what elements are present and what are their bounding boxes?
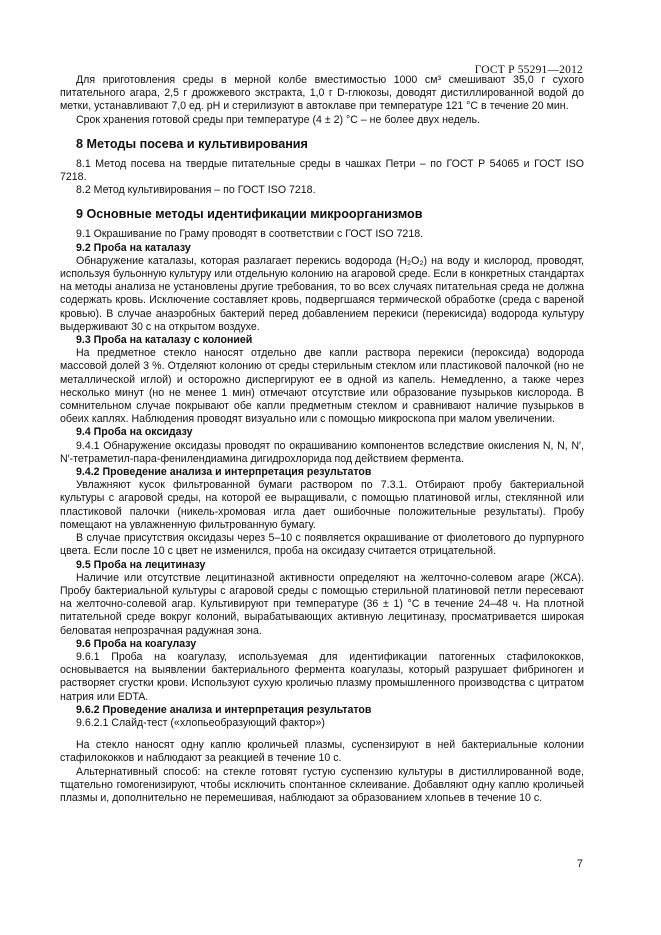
paragraph-9-5: Наличие или отсутствие лецитиназной активности определяют на желточно-солевом агаре (ЖСА). Пробу бактериальной культуры с агаровой среды с помощью стерильной платиновой петли пересевают на желточно-солевой агар. Культивируют при температуре (36 ± 1) °С в течение 24–48 ч. На плотной питательной среде вокруг колоний, вырабатывающих активную лецитиназу, просматривается широкая беловатая непрозрачная радужная зона. [60, 571, 584, 637]
subheading-9-5: 9.5 Проба на лецитиназу [76, 558, 206, 571]
subheading-9-4: 9.4 Проба на оксидазу [76, 426, 193, 439]
page-number: 7 [576, 858, 583, 870]
paragraph-medium-prep: Для приготовления среды в мерной колбе вместимостью 1000 см³ смешивают 35,0 г сухого питательного агара, 2,5 г дрожжевого экстракта, 1,0 г D-глюкозы, доводят дистиллированной водой до метки, устанавливают 7,0 ед. рН и стерилизуют в автоклаве при температуре 121 °С в течение 20 мин. [60, 74, 584, 113]
paragraph-8-1: 8.1 Метод посева на твердые питательные среды в чашках Петри – по ГОСТ Р 54065 и ГОСТ ISO 7218. [60, 157, 584, 184]
paragraph-9-3: На предметное стекло наносят отдельно две капли раствора перекиси (пероксида) водорода массовой долей 3 %. Отделяют колонию от среды стерильным стеклом или пластиковой палочкой (но не металлической иглой) и осторожно диспергируют ее в одной из капель. Немедленно, а также через несколько минут (но не менее 1 мин) отмечают отсутствие или образование пузырьков кислорода. В сомнительном случае покрывают обе капли предметным стеклом и сравнивают наличие пузырьков в обеих каплях. Наблюдения проводят визуально или с помощью микроскопа при малом увеличении. [60, 347, 584, 426]
paragraph-9-4-2-b: В случае присутствия оксидазы через 5–10 с появляется окрашивание от фиолетового до пурпурного цвета. Если после 10 с цвет не изменился, проба на оксидазу считается отрицательной. [60, 532, 584, 558]
paragraph-storage: Срок хранения готовой среды при температуре (4 ± 2) °С – не более двух недель. [76, 113, 480, 126]
section-heading-9: 9 Основные методы идентификации микроорганизмов [76, 207, 423, 222]
subheading-9-2: 9.2 Проба на каталазу [76, 241, 191, 254]
subheading-9-6: 9.6 Проба на коагулазу [76, 637, 197, 650]
paragraph-alternative: Альтернативный способ: на стекле готовят густую суспензию культуры в дистиллированной воде, тщательно гомогенизируют, чтобы исключить спонтанное склеивание. Добавляют одну каплю кроличьей плазмы и, дополнительно не перемешивая, наблюдают за образованием хлопьев в течение 10 с. [60, 765, 584, 804]
subheading-9-3: 9.3 Проба на каталазу с колонией [76, 334, 253, 347]
paragraph-9-6-2-1: 9.6.2.1 Слайд-тест («хлопьеобразующий фактор») [76, 716, 325, 729]
paragraph-9-1: 9.1 Окрашивание по Граму проводят в соответствии с ГОСТ ISO 7218. [76, 228, 424, 241]
paragraph-slide-test: На стекло наносят одну каплю кроличьей плазмы, суспензируют в ней бактериальные колонии стафилококков и наблюдают за реакцией в течение 10 с. [60, 739, 584, 765]
paragraph-8-2: 8.2 Метод культивирования – по ГОСТ ISO 7218. [76, 184, 316, 197]
subheading-9-4-2: 9.4.2 Проведение анализа и интерпретация результатов [76, 466, 372, 479]
section-heading-8: 8 Методы посева и культивирования [76, 136, 308, 151]
subheading-9-6-2: 9.6.2 Проведение анализа и интерпретация результатов [76, 703, 372, 716]
paragraph-9-6-1: 9.6.1 Проба на коагулазу, используемая для идентификации патогенных стафилококков, основывается на выявлении бактериального фермента коагулазы, который разрушает фибриноген и растворяет сгустки крови. Используют сухую кроличью плазму промышленного производства с цитратом натрия или EDTA. [60, 650, 584, 703]
page-content [60, 74, 584, 805]
standard-header: ГОСТ Р 55291—2012 [474, 64, 583, 76]
paragraph-9-2: Обнаружение каталазы, которая разлагает перекись водорода (H₂O₂) на воду и кислород, проводят, используя бульонную культуру или отдельную колонию на агаровой среде. Если в конкретных стандартах на методы анализа не установлены другие требования, то во всех случаях питательная среда не должна содержать кровь. Исключение составляет кровь, подвергшаяся термической обработке (среда с вареной кровью). В случае анаэробных бактерий перед добавлением перекиси (перекисида) водорода культуру выдерживают 30 с на открытом воздухе. [60, 254, 584, 333]
paragraph-9-4-2-a: Увлажняют кусок фильтрованной бумаги раствором по 7.3.1. Отбирают пробу бактериальной культуры с агаровой среды, на которой ее выращивали, с помощью платиновой иглы, стеклянной или пластиковой палочки (никель-хромовая игла дает ошибочные положительные результаты). Пробу помещают на увлажненную фильтрованную бумагу. [60, 479, 584, 531]
paragraph-9-4-1: 9.4.1 Обнаружение оксидазы проводят по окрашиванию компонентов вследствие окисления N, N, N′, N′-тетраметил-пара-фенилендиамина дигидрохлорида под действием фермента. [60, 439, 584, 465]
